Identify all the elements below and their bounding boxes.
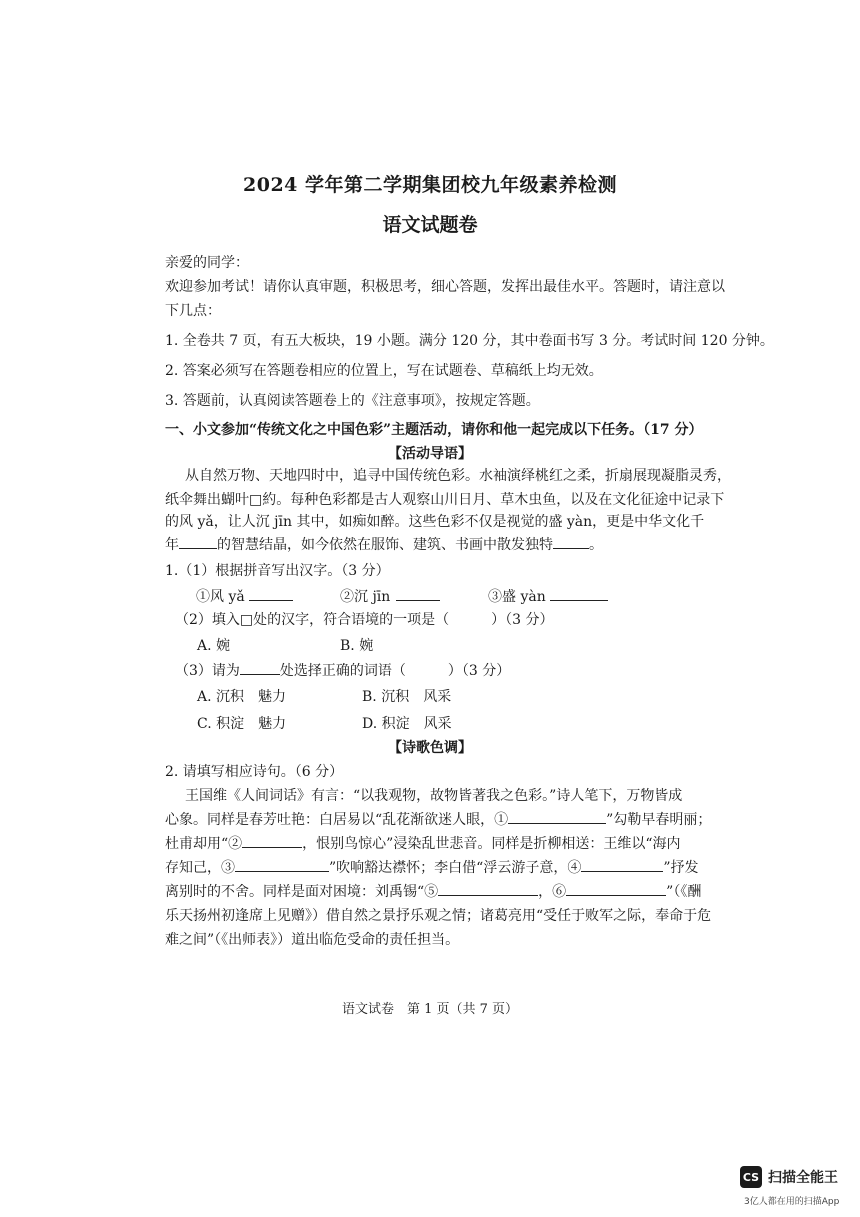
q1-answer-blank-a xyxy=(249,588,293,601)
q1-part-3-start: （3）请为 xyxy=(175,663,240,679)
page-footer: 语文试卷 第 1 页（共 7 页） xyxy=(341,1002,519,1017)
note-3: 3. 答题前，认真阅读答题卷上的《注意事项》，按规定答题。 xyxy=(165,393,540,409)
q2-line-5-end: ”（《酬 xyxy=(666,884,702,900)
camscanner-logo-icon: CS xyxy=(740,1166,762,1188)
poem-blank-3 xyxy=(235,859,329,872)
blank-2 xyxy=(553,536,589,549)
note-1: 1. 全卷共 7 页，有五大板块，19 小题。满分 120 分，其中卷面书写 3 分。考试时间 120 分钟。 xyxy=(165,333,774,349)
q1-part-2: （2）填入□处的汉字，符合语境的一项是（ ）（3 分） xyxy=(175,612,554,628)
q2-line-1: 王国维《人间词话》有言：“以我观物，故物皆著我之色彩。”诗人笔下，万物皆成 xyxy=(185,788,683,804)
section-1-heading: 一、小文参加“传统文化之中国色彩”主题活动，请你和他一起完成以下任务。（17 分） xyxy=(165,422,703,438)
poem-blank-6 xyxy=(566,883,666,896)
q2-line-2-start: 心象。同样是春芳吐艳：白居易以“乱花渐欲迷人眼，① xyxy=(165,812,509,828)
passage-line-1: 从自然万物、天地四时中，追寻中国传统色彩。水袖演绎桃红之柔，折扇展现凝脂灵秀， xyxy=(185,468,731,484)
q2-line-4-mid: ”吹响豁达襟怀；李白借“浮云游子意，④ xyxy=(329,860,582,876)
q1-3-option-d: D. 积淀 风采 xyxy=(362,716,452,732)
q2-line-5 xyxy=(165,881,701,901)
greeting: 亲爱的同学： xyxy=(165,255,249,271)
poem-blank-4 xyxy=(581,859,663,872)
q1-title: 1.（1）根据拼音写出汉字。（3 分） xyxy=(165,563,390,579)
q2-line-3-start: 杜甫却用“② xyxy=(165,836,243,852)
q2-title: 2. 请填写相应诗句。（6 分） xyxy=(165,764,344,780)
q1-pinyin-a xyxy=(196,586,293,606)
q2-line-7: 难之间”（《出师表》）道出临危受命的责任担当。 xyxy=(165,932,460,948)
q1-3-blank xyxy=(240,662,280,675)
blank-1 xyxy=(179,536,217,549)
q1-3-option-b: B. 沉积 风采 xyxy=(362,689,452,705)
q1-pinyin-b xyxy=(340,586,440,606)
q2-line-4-start: 存知己，③ xyxy=(165,860,235,876)
poem-blank-5 xyxy=(438,883,538,896)
poem-blank-1 xyxy=(508,811,606,824)
q1-part-3-end: 处选择正确的词语（ ）（3 分） xyxy=(279,663,511,679)
poem-blank-2 xyxy=(242,835,302,848)
scanner-watermark xyxy=(740,1166,838,1188)
q2-line-3 xyxy=(165,833,681,853)
note-2: 2. 答案必须写在答题卷相应的位置上，写在试题卷、草稿纸上均无效。 xyxy=(165,363,603,379)
q1-pinyin-c-label: ③盛 yàn xyxy=(488,589,546,605)
q2-line-4 xyxy=(165,857,699,877)
q2-line-6: 乐天扬州初逢席上见赠》）借自然之景抒乐观之情；诸葛亮用“受任于败军之际，奉命于危 xyxy=(165,908,712,924)
q1-answer-blank-b xyxy=(396,588,440,601)
passage-line-3: 的风 yǎ，让人沉 jīn 其中，如痴如醉。这些色彩不仅是视觉的盛 yàn，更是中华文化千 xyxy=(165,514,705,530)
q1-part-3 xyxy=(175,660,510,680)
part-1-title: 【活动导语】 xyxy=(388,446,472,462)
q1-3-option-a: A. 沉积 魅力 xyxy=(197,689,287,705)
scanner-app-name: 扫描全能王 xyxy=(768,1170,838,1186)
part-2-title: 【诗歌色调】 xyxy=(388,740,472,756)
q2-line-2-end: ”勾勒早春明丽； xyxy=(606,812,712,828)
passage-line-4-start: 年 xyxy=(165,537,179,553)
q2-line-2 xyxy=(165,809,711,829)
exam-title: 2024 学年第二学期集团校九年级素养检测 xyxy=(243,174,617,196)
q1-pinyin-b-label: ②沉 jīn xyxy=(340,589,391,605)
q1-2-option-b: B. 婉 xyxy=(340,638,374,654)
welcome-line-2: 下几点： xyxy=(165,303,221,319)
scanner-tagline: 3亿人都在用的扫描App xyxy=(744,1197,840,1207)
welcome-line-1: 欢迎参加考试！请你认真审题，积极思考，细心答题，发挥出最佳水平。答题时，请注意以 xyxy=(165,279,725,295)
passage-line-4 xyxy=(165,534,603,554)
q1-3-option-c: C. 积淀 魅力 xyxy=(197,716,287,732)
q2-line-4-end: ”抒发 xyxy=(663,860,699,876)
passage-line-4-end: 。 xyxy=(589,537,603,553)
q2-line-5-mid: ，⑥ xyxy=(538,884,567,900)
q1-2-option-a: A. 婉 xyxy=(197,638,231,654)
passage-line-4-mid: 的智慧结晶，如今依然在服饰、建筑、书画中散发独特 xyxy=(217,537,553,553)
q2-line-3-end: ，恨别鸟惊心”浸染乱世悲音。同样是折柳相送：王维以“海内 xyxy=(302,836,681,852)
q1-answer-blank-c xyxy=(550,588,608,601)
q1-pinyin-c xyxy=(488,586,608,606)
passage-line-2: 纸伞舞出蝴叶□約。每种色彩都是古人观察山川日月、草木虫鱼，以及在文化征途中记录下 xyxy=(165,492,725,508)
exam-subtitle: 语文试题卷 xyxy=(382,214,478,236)
q1-pinyin-a-label: ①风 yǎ xyxy=(196,589,245,605)
q2-line-5-start: 离别时的不舍。同样是面对困境：刘禹锡“⑤ xyxy=(165,884,439,900)
